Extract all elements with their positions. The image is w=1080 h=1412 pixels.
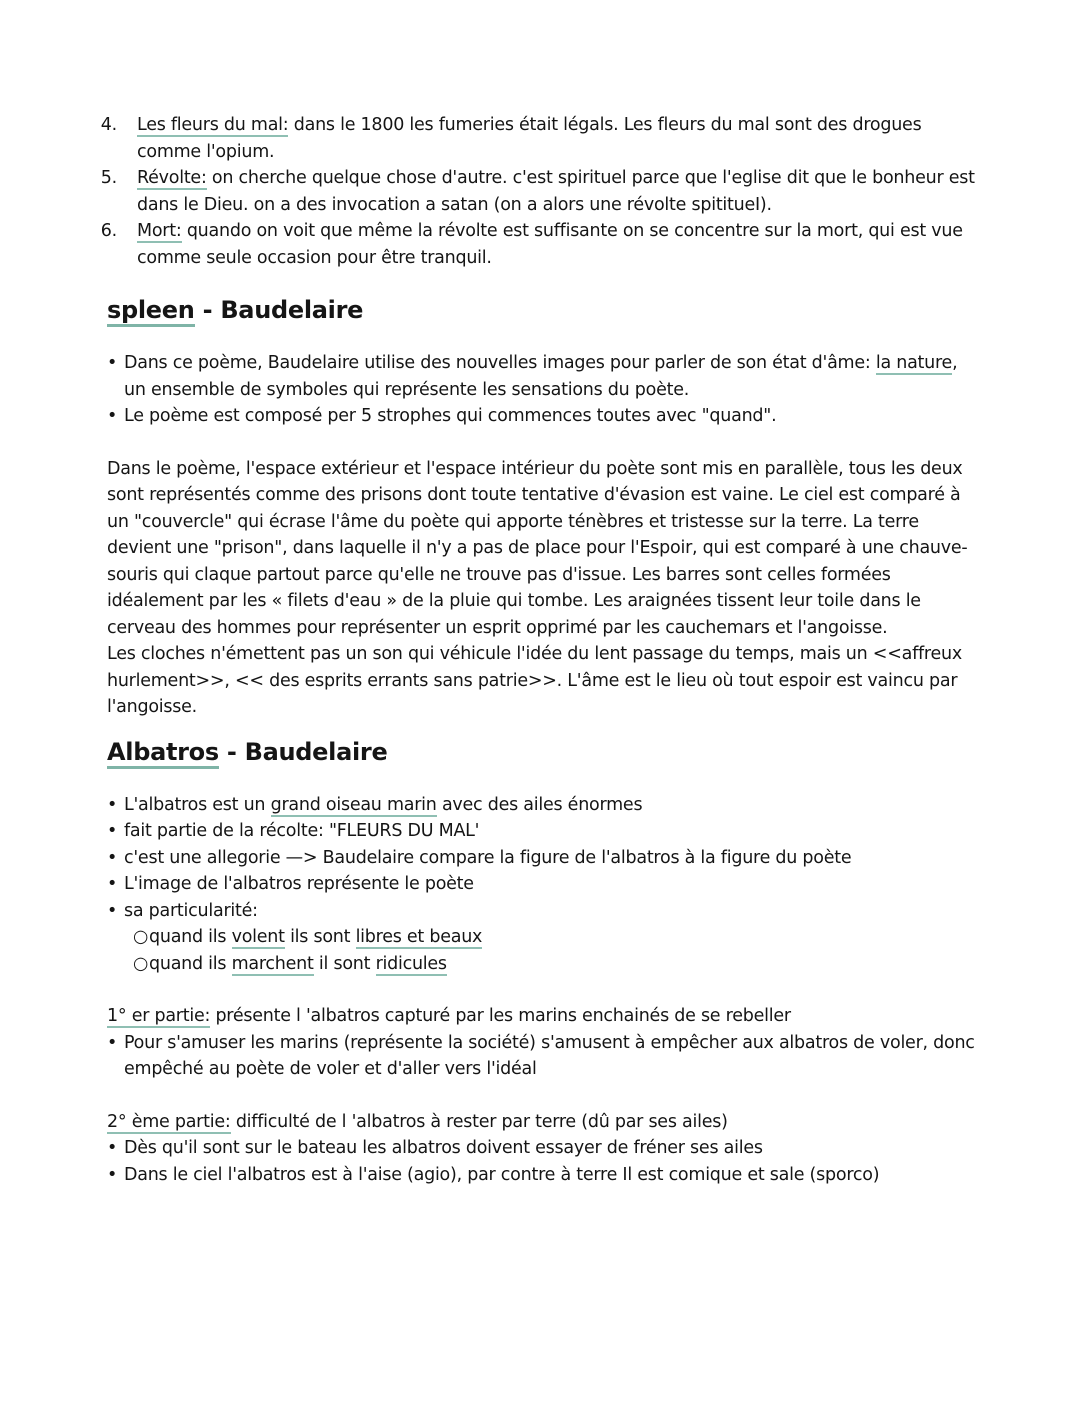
bullet-icon: • (107, 406, 118, 426)
list-item: • Dans le ciel l'albatros est à l'aise (agio), par contre à terre Il est comique et sale (sporco) (107, 1162, 980, 1189)
underlined-term: grand oiseau marin (270, 794, 437, 815)
definition: dans le 1800 les fumeries était légals. Les fleurs du mal sont des drogues comme l'opium. (137, 115, 922, 162)
heading-highlight: Albatros (107, 738, 219, 769)
term: Les fleurs du mal: (137, 115, 289, 135)
circle-bullet-icon: ○ (133, 927, 149, 947)
list-item: • c'est une allegorie —> Baudelaire compare la figure de l'albatros à la figure du poète (107, 845, 980, 872)
bullet-list (107, 792, 980, 925)
bullet-icon: • (107, 1164, 118, 1185)
list-item: • sa particularité: (107, 898, 980, 925)
section-heading-albatros (107, 737, 980, 767)
list-item: • L'image de l'albatros représente le poète (107, 871, 980, 898)
underlined-term: marchent (231, 953, 314, 974)
bullet-icon: • (107, 821, 118, 841)
underlined-term: ridicules (375, 953, 447, 974)
paragraph: Dans le poème, l'espace extérieur et l'espace intérieur du poète sont mis en parallèle, tous les deux sont représentés comme des prisons dont toute tentative d'évasion est vaine. Le ciel est comparé à un "couvercle" qui écrase l'âme du poète qui apporte ténèbres et tristesse sur la terre. La terre devient une "prison", dans laquelle il n'y a pas de place pour l'Espoir, qui est comparé à une chauve-souris qui claque partout parce qu'elle ne trouve pas d'issue. Les barres sont celles formées idéalement par les « filets d'eau » de la pluie qui tombe. Les araignées tissent leur toile dans le cerveau des hommes pour représenter un esprit opprimé par les cauchemars et l'angoisse. (107, 458, 968, 638)
list-item (100, 218, 980, 271)
list-item: • fait partie de la récolte: "FLEURS DU MAL' (107, 818, 980, 845)
bullet-icon: • (107, 900, 118, 921)
bullet-list (107, 1135, 980, 1188)
bullet-list (107, 350, 980, 430)
list-item: • L'albatros est un grand oiseau marin avec des ailes énormes (107, 792, 980, 819)
underlined-term: libres et beaux (355, 927, 483, 947)
list-item: • Pour s'amuser les marins (représente la société) s'amusent à empêcher aux albatros de voler, donc empêché au poète de voler et d'aller vers l'idéal (107, 1030, 980, 1083)
paragraph: Les cloches n'émettent pas un son qui véhicule l'idée du lent passage du temps, mais un <<affreux hurlement>>, << des esprits errants sans patrie>>. L'âme est le lieu où tout espoir est vaincu par l'angoisse. (107, 644, 962, 717)
term: Mort: (137, 221, 182, 241)
heading-author: - Baudelaire (194, 296, 364, 324)
definition: on cherche quelque chose d'autre. c'est spirituel parce que l'eglise dit que le bonheur est dans le Dieu. on a des invocation a satan (on a alors une révolte spititueI). (137, 168, 975, 215)
part-label: 2° ème partie: (107, 1111, 231, 1132)
part-label: 1° er partie: (107, 1006, 211, 1026)
underlined-term: volent (231, 927, 285, 947)
bullet-icon: • (107, 1032, 118, 1053)
bullet-icon: • (107, 847, 118, 868)
heading-author: - Baudelaire (218, 737, 388, 766)
bullet-icon: • (107, 1138, 118, 1158)
list-item: • Dès qu'il sont sur le bateau les albatros doivent essayer de fréner ses ailes (107, 1135, 980, 1162)
list-item: • Le poème est composé per 5 strophes qui commences toutes avec "quand". (107, 403, 980, 430)
list-number: 5. (100, 168, 117, 188)
list-number: 4. (100, 115, 117, 135)
term: Révolte: (137, 168, 207, 188)
list-item (100, 165, 980, 218)
heading-highlight: spleen (107, 296, 195, 327)
bullet-icon: • (107, 794, 118, 815)
bullet-icon: • (107, 353, 118, 373)
list-number: 6. (100, 221, 117, 241)
sub-list-item: ○ quand ils volent ils sont libres et beaux (107, 924, 980, 951)
part-heading: 2° ème partie: difficulté de l 'albatros à rester par terre (dû par ses ailes) (107, 1111, 728, 1132)
numbered-list (100, 112, 980, 271)
circle-bullet-icon: ○ (133, 953, 149, 974)
bullet-list (107, 1030, 980, 1083)
list-item: • Dans ce poème, Baudelaire utilise des nouvelles images pour parler de son état d'âme: la nature, un ensemble de symboles qui représente les sensations du poète. (107, 350, 980, 403)
list-item (100, 112, 980, 165)
sub-list-item: ○ quand ils marchent il sont ridicules (107, 951, 980, 978)
bullet-icon: • (107, 874, 118, 894)
sub-bullet-list (107, 924, 980, 977)
part-heading: 1° er partie: présente l 'albatros capturé par les marins enchainés de se rebeller (107, 1006, 791, 1026)
definition: quando on voit que même la révolte est suffisante on se concentre sur la mort, qui est vue comme seule occasion pour être tranquil. (137, 221, 963, 268)
section-heading-spleen (107, 295, 980, 325)
underlined-term: la nature (875, 353, 953, 373)
